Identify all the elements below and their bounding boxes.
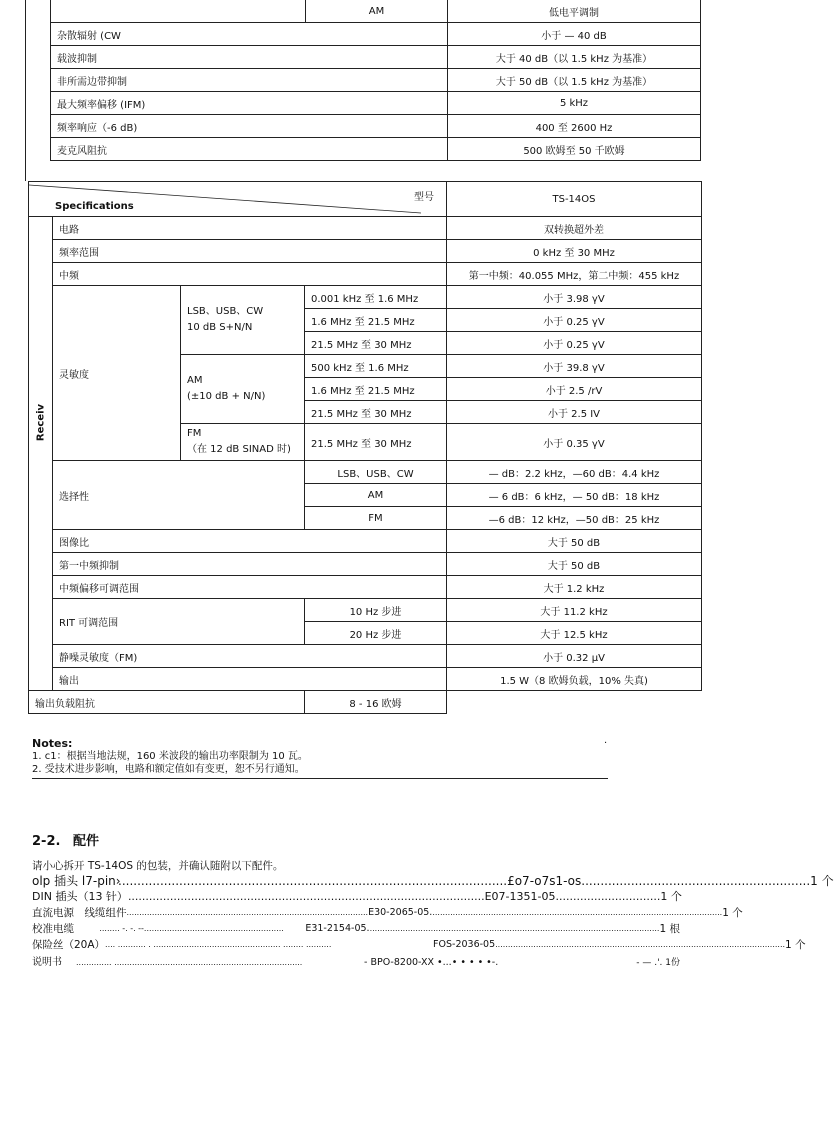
value-cell: 小于 0.32 μV <box>447 645 702 668</box>
list-item <box>32 955 680 971</box>
accessory-name: 直流电源 线缆组件 <box>32 907 127 919</box>
ssb-condition: 10 dB S+N/N <box>187 322 253 333</box>
value-cell: 低电平调制 <box>448 0 701 23</box>
table-row <box>29 217 702 240</box>
dot-leader: ...................................................................................................... <box>127 890 485 903</box>
am-condition: (±10 dB + N/N) <box>187 391 266 402</box>
list-item <box>32 889 680 905</box>
label-cell: 输出 <box>53 668 447 691</box>
value-cell: 大于 40 dB（以 1.5 kHz 为基准） <box>448 46 701 69</box>
value-cell: 大于 12.5 kHz <box>447 622 702 645</box>
value-cell: 大于 50 dB <box>447 530 702 553</box>
accessory-code: - BPO-8200-XX •...• • • • •-. <box>364 957 499 968</box>
value-cell: 第一中频：40.055 MHz，第二中频：455 kHz <box>447 263 702 286</box>
value-cell: 5 kHz <box>448 92 701 115</box>
table-row <box>29 286 702 309</box>
ssb-mode: LSB、USB、CW <box>187 306 264 317</box>
table-row <box>29 645 702 668</box>
notes-title: Notes: <box>32 737 73 750</box>
accessory-qty: 1 根 <box>659 923 680 935</box>
dot-leader: .............................. <box>555 890 661 903</box>
notes-block <box>32 737 610 776</box>
value-cell: 小于 39.8 γV <box>447 355 702 378</box>
value-cell: 小于 0.35 γV <box>447 424 702 461</box>
am-mode: AM <box>187 375 203 386</box>
accessory-name: olp 插头 l7-pin› <box>32 874 121 888</box>
accessory-name: 保险丝（20A） <box>32 939 106 951</box>
table-row <box>51 46 701 69</box>
note-item: 2. 受技术进步影响，电路和额定值如有变更，恕不另行通知。 <box>32 764 305 775</box>
spec-header-label: Specifications <box>55 201 134 212</box>
dot-leader: .............. .......................................................................... <box>76 958 303 967</box>
receiver-section-label: Receiv <box>35 403 47 442</box>
accessory-qty: 1 个 <box>785 939 806 951</box>
transmitter-spec-table <box>50 0 701 161</box>
table-row <box>51 0 701 23</box>
accessory-qty: 1 个 <box>660 890 682 903</box>
ssb-mode-cell <box>181 286 305 355</box>
accessory-name: 说明书 <box>32 957 62 968</box>
step-cell: 20 Hz 步进 <box>305 622 447 645</box>
am-mode-cell <box>181 355 305 424</box>
dot-leader: .................................................................................................................. <box>432 908 723 917</box>
table-row <box>29 668 702 691</box>
list-item <box>32 937 806 953</box>
value-cell: 8 - 16 欧姆 <box>305 691 447 714</box>
dot-leader: ............................................................................................... <box>126 908 369 917</box>
step-cell: 10 Hz 步进 <box>305 599 447 622</box>
label-cell: 电路 <box>53 217 447 240</box>
label-cell: 输出负载阻抗 <box>29 691 305 714</box>
range-cell: 1.6 MHz 至 21.5 MHz <box>305 378 447 401</box>
notes-divider <box>32 778 608 779</box>
accessory-qty: 1 个 <box>810 874 834 888</box>
accessory-name: DIN 插头（13 针） <box>32 890 128 903</box>
spacer <box>544 955 636 971</box>
dot-leader: ...................................................................................................... <box>118 874 508 888</box>
value-cell: —6 dB：12 kHz，—50 dB：25 kHz <box>447 507 702 530</box>
range-cell: 1.6 MHz 至 21.5 MHz <box>305 309 447 332</box>
mode-cell: AM <box>306 0 448 23</box>
top-left-border <box>25 0 26 181</box>
selectivity-label: 选择性 <box>53 461 305 530</box>
mode-cell: LSB、USB、CW <box>305 461 447 484</box>
label-cell: 中频 <box>53 263 447 286</box>
table-header-row <box>29 182 702 217</box>
table-row <box>29 240 702 263</box>
note-item: 1. c1：根据当地法规，160 米波段的输出功率限制为 10 瓦。 <box>32 751 308 762</box>
accessory-code: E31-2154-05. <box>305 923 370 934</box>
table-row <box>29 576 702 599</box>
value-cell: 小于 0.25 γV <box>447 309 702 332</box>
value-cell: 小于 — 40 dB <box>448 23 701 46</box>
range-cell: 21.5 MHz 至 30 MHz <box>305 401 447 424</box>
value-cell: 1.5 W（8 欧姆负载，10% 失真) <box>447 668 702 691</box>
section-intro: 请小心拆开 TS-14OS 的包装，并确认随附以下配件。 <box>32 860 284 872</box>
accessory-name: 校准电缆 <box>32 923 74 935</box>
value-cell: 小于 3.98 γV <box>447 286 702 309</box>
label-cell: 静噪灵敏度（FM) <box>53 645 447 668</box>
accessory-code: FOS-2036-05 <box>433 939 496 950</box>
label-cell: 麦克风阻抗 <box>51 138 448 161</box>
accessory-qty: 1 个 <box>722 907 743 919</box>
value-cell: 小于 2.5 /rV <box>447 378 702 401</box>
value-cell: 小于 2.5 IV <box>447 401 702 424</box>
value-cell: 大于 1.2 kHz <box>447 576 702 599</box>
table-row <box>51 115 701 138</box>
mode-cell: FM <box>305 507 447 530</box>
sensitivity-label: 灵敏度 <box>53 286 181 461</box>
accessory-qty: - — .'. 1份 <box>636 958 680 968</box>
range-cell: 500 kHz 至 1.6 MHz <box>305 355 447 378</box>
table-row <box>29 691 702 714</box>
receiver-spec-table <box>28 181 702 714</box>
value-cell: 双转换超外差 <box>447 217 702 240</box>
table-row <box>51 69 701 92</box>
model-value: TS-14OS <box>447 182 702 217</box>
value-cell: 小于 0.25 γV <box>447 332 702 355</box>
accessory-list <box>32 873 834 971</box>
label-cell: 非所需边带抑制 <box>51 69 448 92</box>
table-row <box>29 599 702 622</box>
value-cell: 500 欧姆至 50 千欧姆 <box>448 138 701 161</box>
label-cell: 频率响应（-6 dB) <box>51 115 448 138</box>
dot-leader: .................................................................................................................. <box>495 940 786 949</box>
range-cell: 21.5 MHz 至 30 MHz <box>305 332 447 355</box>
table-row <box>29 530 702 553</box>
label-cell: 图像比 <box>53 530 447 553</box>
list-item <box>32 873 834 889</box>
dot-leader: ........ -. -. --....................................................... <box>99 924 284 933</box>
table-row <box>51 92 701 115</box>
accessory-code: £o7-o7s1-os <box>507 874 582 888</box>
table-row <box>29 461 702 484</box>
value-cell: 0 kHz 至 30 MHz <box>447 240 702 263</box>
diagonal-header-cell <box>29 182 447 217</box>
section-heading <box>32 830 99 849</box>
range-cell: 0.001 kHz 至 1.6 MHz <box>305 286 447 309</box>
label-cell: 中频偏移可调范围 <box>53 576 447 599</box>
value-cell: 大于 50 dB <box>447 553 702 576</box>
fm-mode-cell <box>181 424 305 461</box>
label-cell: 最大频率偏移 (IFM) <box>51 92 448 115</box>
table-row <box>51 138 701 161</box>
section-number: 2-2. <box>32 834 61 849</box>
value-cell: 400 至 2600 Hz <box>448 115 701 138</box>
accessory-code: E30-2065-05. <box>368 907 433 918</box>
accessory-code: E07-1351-05 <box>484 890 556 903</box>
notes-mark: . <box>604 735 608 746</box>
table-row <box>51 23 701 46</box>
label-cell: 第一中频抑制 <box>53 553 447 576</box>
value-cell: — 6 dB：6 kHz，— 50 dB：18 kHz <box>447 484 702 507</box>
value-cell: — dB：2.2 kHz，—60 dB：4.4 kHz <box>447 461 702 484</box>
value-cell: 大于 50 dB（以 1.5 kHz 为基准） <box>448 69 701 92</box>
label-cell: 载波抑制 <box>51 46 448 69</box>
fm-condition: （在 12 dB SINAD 时) <box>187 444 291 455</box>
list-item <box>32 921 680 937</box>
fm-mode: FM <box>187 428 202 439</box>
label-cell: 杂散辐射 (CW <box>51 23 448 46</box>
value-cell: 大于 11.2 kHz <box>447 599 702 622</box>
dot-leader: .................................................................................................................. <box>369 924 660 933</box>
dot-leader: .... ........... . .................................................. ........ .......... <box>105 940 332 949</box>
model-header-label: 型号 <box>414 192 434 203</box>
label-cell: 频率范围 <box>53 240 447 263</box>
table-row <box>29 263 702 286</box>
rit-label: RIT 可调范围 <box>53 599 305 645</box>
mode-cell: AM <box>305 484 447 507</box>
range-cell: 21.5 MHz 至 30 MHz <box>305 424 447 461</box>
table-row <box>29 553 702 576</box>
dot-leader: ............................................................ <box>581 874 811 888</box>
section-label-cell <box>29 217 53 691</box>
list-item <box>32 905 743 921</box>
section-title: 配件 <box>72 834 99 849</box>
